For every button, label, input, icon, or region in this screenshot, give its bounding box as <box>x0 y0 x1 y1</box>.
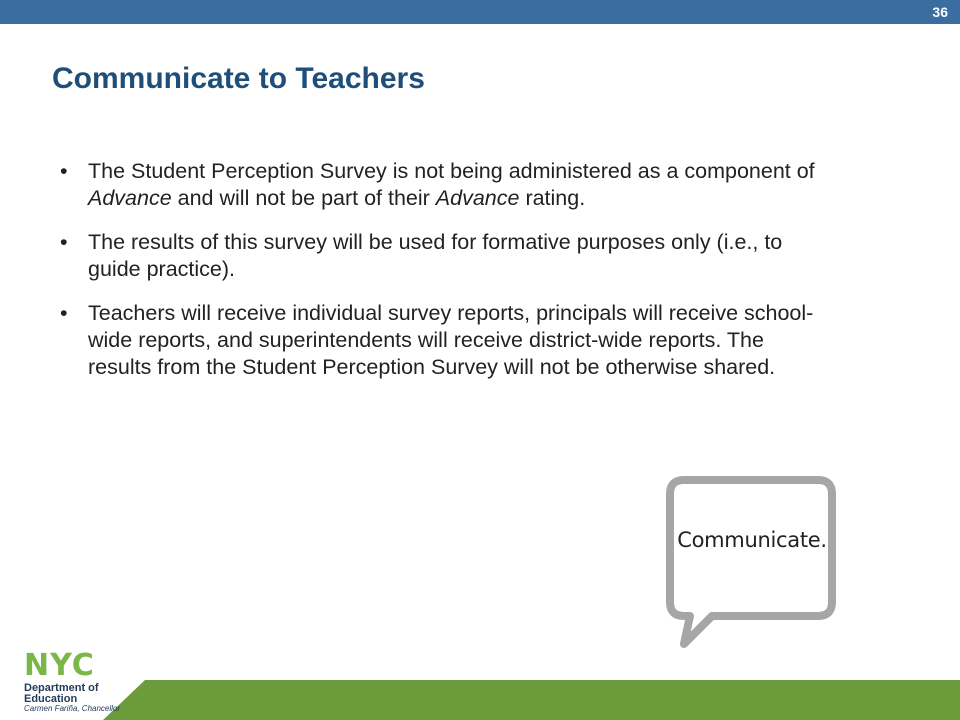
bullet-text-segment: rating. <box>519 186 586 210</box>
slide-title: Communicate to Teachers <box>52 62 425 95</box>
speech-bubble-icon <box>664 474 840 650</box>
logo-chancellor: Carmen Fariña, Chancellor <box>24 704 121 713</box>
nyc-doe-logo <box>18 640 128 718</box>
bullet-list <box>60 158 820 398</box>
bullet-text-segment: and will not be part of their <box>171 186 436 210</box>
header-bar <box>0 0 960 24</box>
page-number: 36 <box>932 4 948 20</box>
bullet-item <box>60 300 820 381</box>
bullet-text-segment: Teachers will receive individual survey reports, principals will receive school-wide reports, and superintendents will receive district-wide reports. The results from the Student Perception Survey will not be otherwise shared. <box>88 301 814 379</box>
bullet-dot: • <box>60 301 68 325</box>
speech-bubble <box>664 474 840 650</box>
bullet-text-segment: Advance <box>88 186 172 210</box>
bullet-item <box>60 229 820 283</box>
speech-bubble-text: Communicate. <box>677 528 827 552</box>
logo-line-2: Education <box>24 693 78 705</box>
logo-line-1: Department of <box>24 682 99 694</box>
bullet-item <box>60 158 820 212</box>
bullet-text-segment: The Student Perception Survey is not being administered as a component of <box>88 159 815 183</box>
logo-acronym: NYC <box>24 648 95 683</box>
bullet-dot: • <box>60 230 68 254</box>
footer-bar <box>0 680 960 720</box>
bullet-text-segment: The results of this survey will be used for formative purposes only (i.e., to guide practice). <box>88 230 783 281</box>
bullet-dot: • <box>60 159 68 183</box>
bullet-text-segment: Advance <box>435 186 520 210</box>
